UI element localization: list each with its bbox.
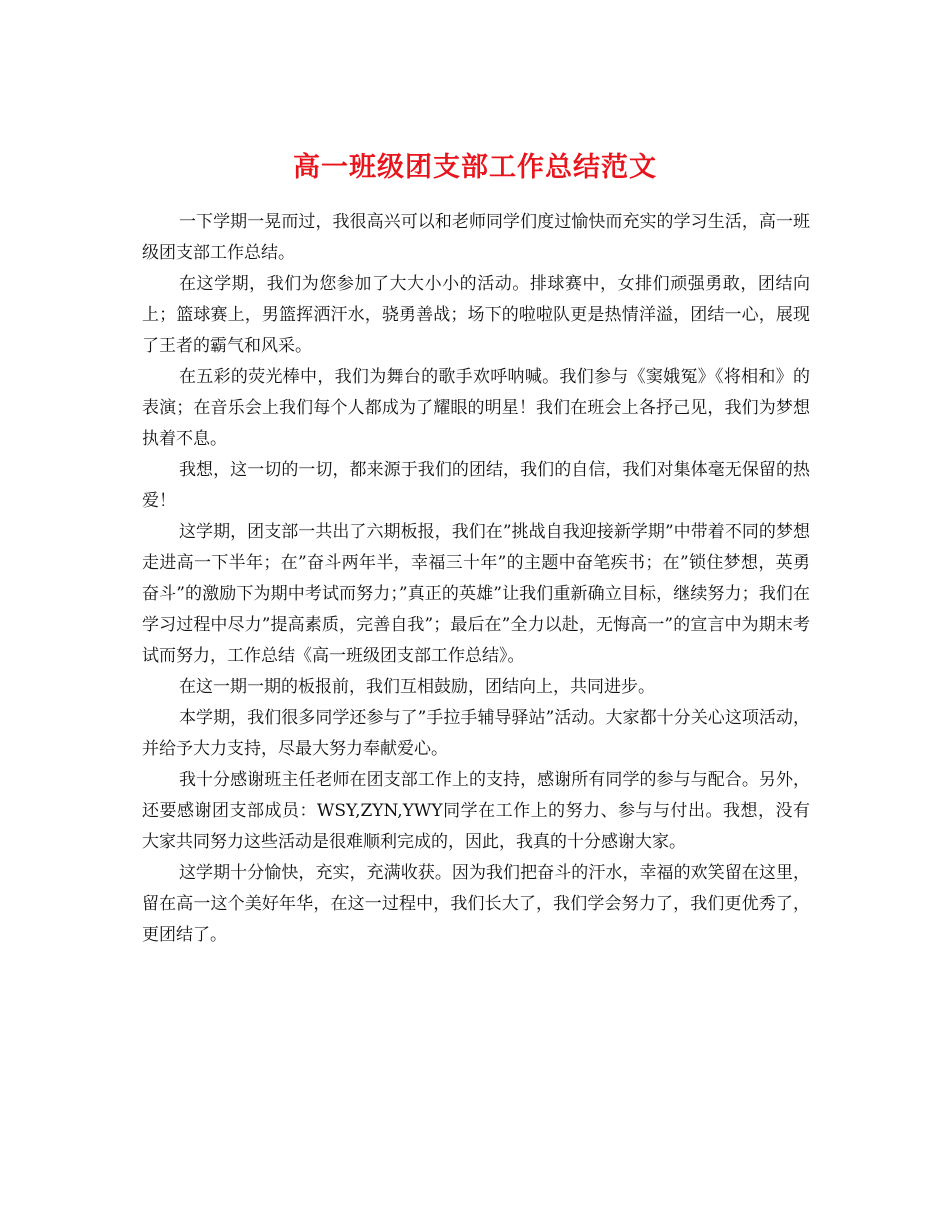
paragraph-5: 这学期，团支部一共出了六期板报，我们在”挑战自我迎接新学期”中带着不同的梦想走进高一下半年；在”奋斗两年半，幸福三十年”的主题中奋笔疾书；在”锁住梦想，英勇奋斗”的激励下为期中考试而努力；”真正的英雄”让我们重新确立目标，继续努力；我们在学习过程中尽力”提高素质，完善自我”；最后在”全力以赴，无悔高一”的宣言中为期末考试而努力，工作总结《高一班级团支部工作总结》。 xyxy=(142,522,810,666)
paragraph-7: 本学期，我们很多同学还参与了”手拉手辅导驿站”活动。大家都十分关心这项活动，并给予大力支持，尽最大努力奉献爱心。 xyxy=(142,708,810,759)
paragraph-1: 一下学期一晃而过，我很高兴可以和老师同学们度过愉快而充实的学习生活，高一班级团支部工作总结。 xyxy=(142,212,810,263)
paragraph-3: 在五彩的荧光棒中，我们为舞台的歌手欢呼呐喊。我们参与《窦娥冤》《将相和》的表演；在音乐会上我们每个人都成为了耀眼的明星！我们在班会上各抒己见，我们为梦想执着不息。 xyxy=(142,367,810,449)
paragraph-2: 在这学期，我们为您参加了大大小小的活动。排球赛中，女排们顽强勇敢，团结向上；篮球赛上，男篮挥洒汗水，骁勇善战；场下的啦啦队更是热情洋溢，团结一心，展现了王者的霸气和风采。 xyxy=(142,274,810,356)
paragraph-6: 在这一期一期的板报前，我们互相鼓励，团结向上，共同进步。 xyxy=(179,677,655,697)
paragraph-8: 我十分感谢班主任老师在团支部工作上的支持，感谢所有同学的参与与配合。另外，还要感谢团支部成员：WSY,ZYN,YWY同学在工作上的努力、参与与付出。我想，没有大家共同努力这些活动是很难顺利完成的，因此，我真的十分感谢大家。 xyxy=(142,770,810,852)
document-title: 高一班级团支部工作总结范文 xyxy=(293,152,657,184)
paragraph-9: 这学期十分愉快，充实，充满收获。因为我们把奋斗的汗水，幸福的欢笑留在这里，留在高一这个美好年华，在这一过程中，我们长大了，我们学会努力了，我们更优秀了，更团结了。 xyxy=(142,863,810,945)
paragraph-4: 我想，这一切的一切，都来源于我们的团结，我们的自信，我们对集体毫无保留的热爱！ xyxy=(142,460,810,511)
document-body xyxy=(142,207,810,951)
